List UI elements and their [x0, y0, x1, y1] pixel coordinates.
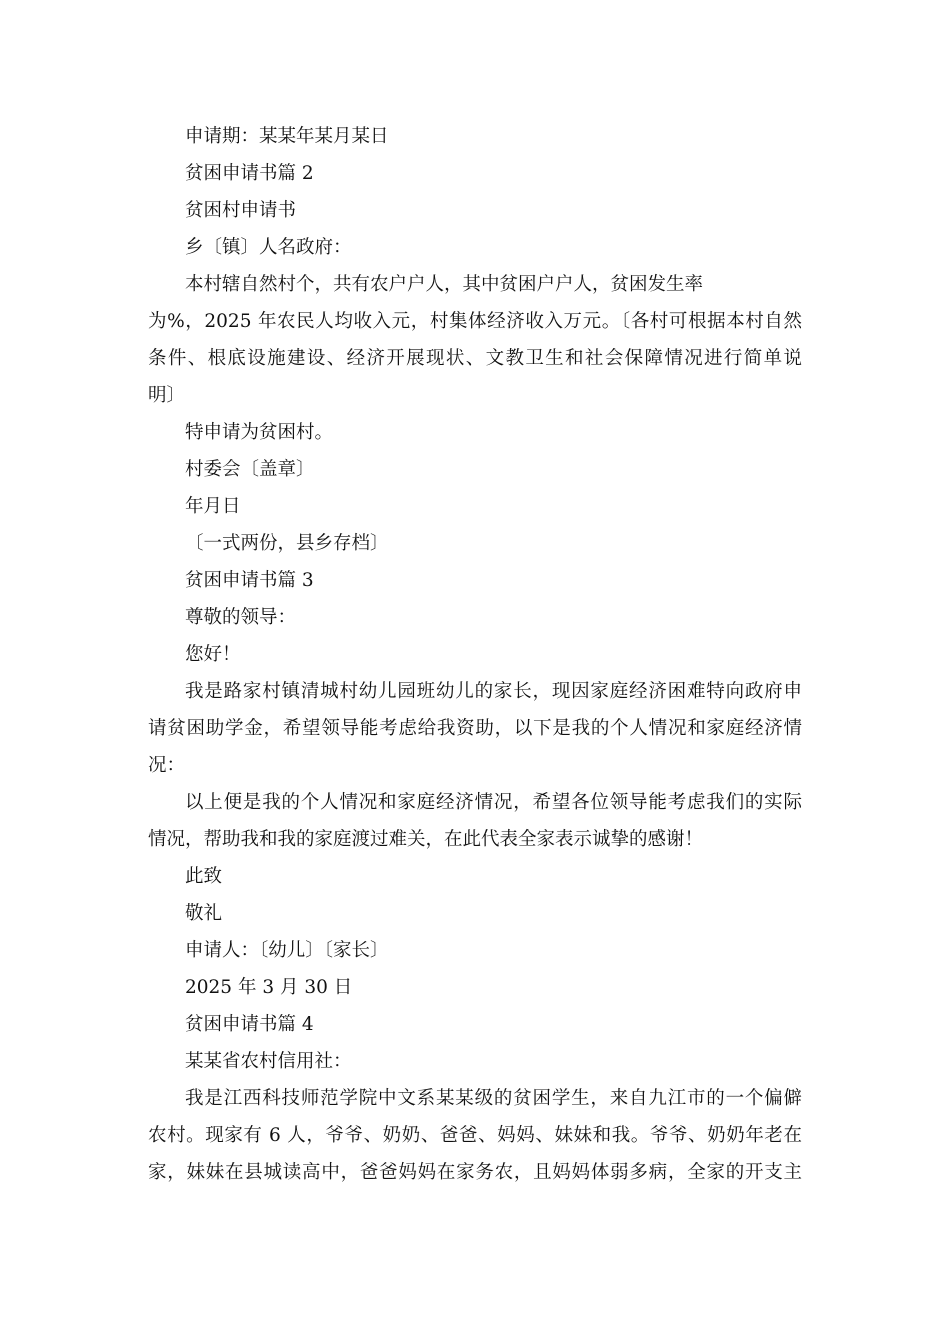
- section-heading-3: 贫困申请书篇 3: [185, 570, 314, 591]
- paragraph-line: 我是路家村镇清城村幼儿园班幼儿的家长，现因家庭经济困难特向政府申: [185, 681, 802, 702]
- signature-line: 村委会〔盖章〕: [185, 459, 315, 480]
- section-heading-2: 贫困申请书篇 2: [185, 163, 314, 184]
- document-page: [148, 118, 802, 1191]
- salutation-line: 某某省农村信用社：: [185, 1051, 352, 1072]
- closing-line: 此致: [185, 866, 223, 887]
- paragraph-line: 请贫困助学金，希望领导能考虑给我资助，以下是我的个人情况和家庭经济情: [148, 718, 802, 739]
- salutation-line: 乡〔镇〕人名政府：: [185, 237, 352, 258]
- date-line: 年月日: [185, 496, 241, 517]
- paragraph-line: 以上便是我的个人情况和家庭经济情况，希望各位领导能考虑我们的实际: [185, 792, 802, 813]
- closing-line: 敬礼: [185, 903, 223, 924]
- date-line: 2025 年 3 月 30 日: [185, 977, 353, 998]
- paragraph-line: 情况，帮助我和我的家庭渡过难关，在此代表全家表示诚挚的感谢！: [148, 829, 704, 850]
- paragraph-line: 明〕: [148, 385, 186, 406]
- paragraph-line: 家，妹妹在县城读高中，爸爸妈妈在家务农，且妈妈体弱多病，全家的开支主: [148, 1162, 802, 1183]
- greeting-line: 您好！: [185, 644, 241, 665]
- section-heading-4: 贫困申请书篇 4: [185, 1014, 314, 1035]
- application-date-line: 申请期：某某年某月某日: [185, 126, 389, 147]
- note-line: 〔一式两份，县乡存档〕: [185, 533, 389, 554]
- paragraph-line: 农村。现家有 6 人，爷爷、奶奶、爸爸、妈妈、妹妹和我。爷爷、奶奶年老在: [148, 1125, 802, 1146]
- document-title: 贫困村申请书: [185, 200, 297, 221]
- paragraph-line: 我是江西科技师范学院中文系某某级的贫困学生，来自九江市的一个偏僻: [185, 1088, 802, 1109]
- salutation-line: 尊敬的领导：: [185, 607, 297, 628]
- request-line: 特申请为贫困村。: [185, 422, 334, 443]
- paragraph-line: 本村辖自然村个，共有农户户人，其中贫困户户人，贫困发生率: [185, 274, 704, 295]
- paragraph-line: 条件、根底设施建设、经济开展现状、文教卫生和社会保障情况进行简单说: [148, 348, 802, 369]
- paragraph-line: 况：: [148, 755, 186, 776]
- applicant-line: 申请人：〔幼儿〕〔家长〕: [185, 940, 389, 961]
- paragraph-line: 为%，2025 年农民人均收入元，村集体经济收入万元。〔各村可根据本村自然: [148, 311, 802, 332]
